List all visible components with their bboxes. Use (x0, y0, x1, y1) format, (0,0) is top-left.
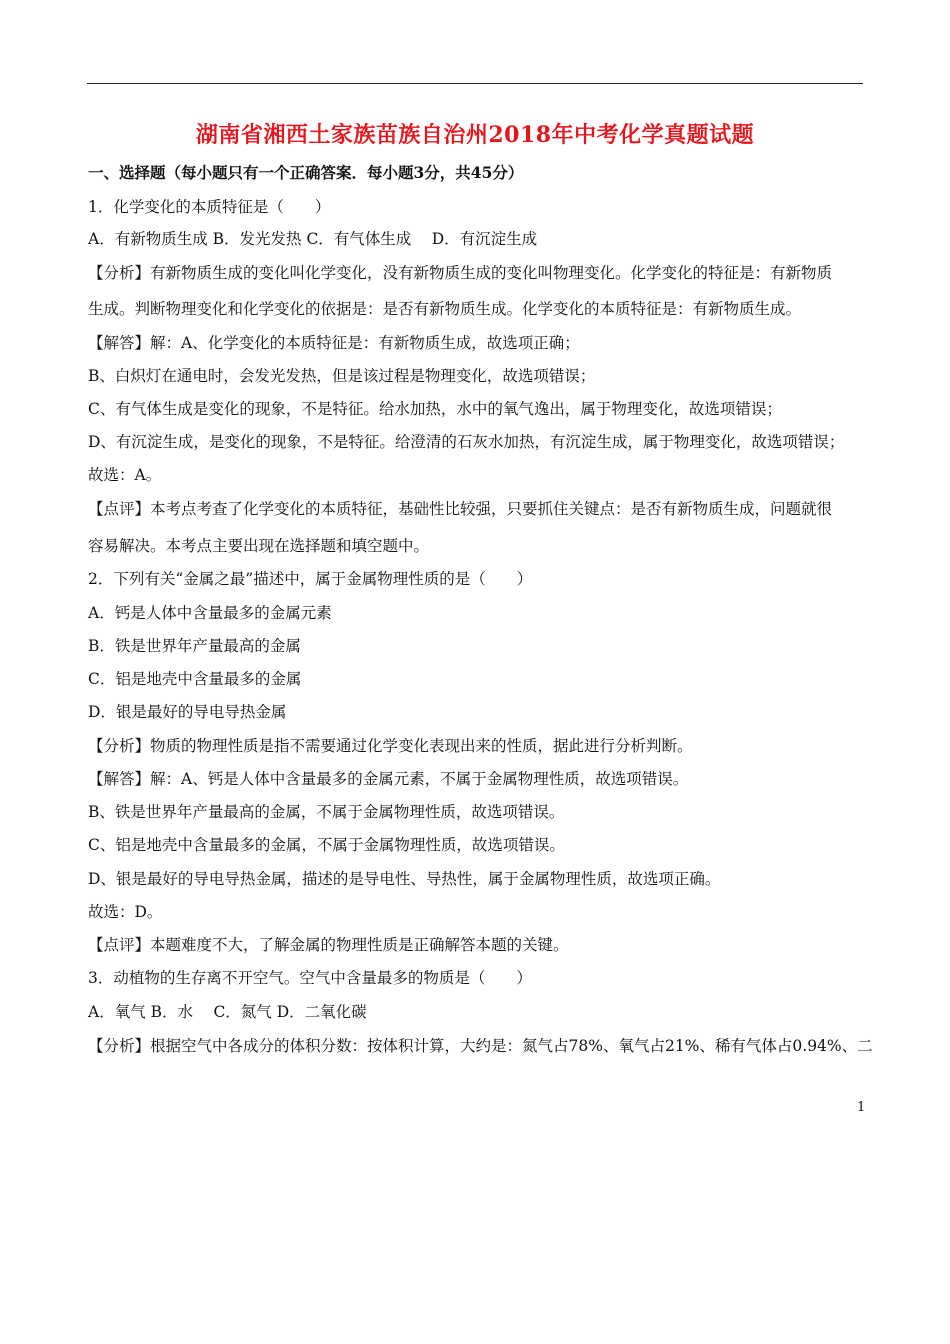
q1-choice: 故选：A。 (88, 466, 162, 484)
q1-comment: 【点评】本考点考查了化学变化的本质特征，基础性比较强，只要抓住关键点：是否有新物质生成，问题就很 (88, 500, 833, 518)
q1-analysis-cont: 生成。判断物理变化和化学变化的依据是：是否有新物质生成。化学变化的本质特征是：有新物质生成。 (88, 300, 802, 318)
q1-answer-b: B、白炽灯在通电时，会发光发热，但是该过程是物理变化，故选项错误； (88, 367, 596, 385)
q2-choice: 故选：D。 (88, 903, 163, 921)
q1-answer-d: D、有沉淀生成，是变化的现象，不是特征。给澄清的石灰水加热，有沉淀生成，属于物理变化，故选项错误； (88, 433, 845, 451)
q1-stem: 1．化学变化的本质特征是（ ） (88, 198, 331, 216)
q2-option-d: D．银是最好的导电导热金属 (88, 703, 287, 721)
q2-option-c: C．铝是地壳中含量最多的金属 (88, 670, 302, 688)
q2-option-b: B．铁是世界年产量最高的金属 (88, 637, 301, 655)
q2-answer-b: B、铁是世界年产量最高的金属，不属于金属物理性质，故选项错误。 (88, 803, 565, 821)
q1-comment-cont: 容易解决。本考点主要出现在选择题和填空题中。 (88, 537, 430, 555)
q3-stem: 3．动植物的生存离不开空气。空气中含量最多的物质是（ ） (88, 969, 532, 987)
q1-answer-c: C、有气体生成是变化的现象，不是特征。给水加热，水中的氧气逸出，属于物理变化，故选项错误； (88, 400, 782, 418)
q1-options: A．有新物质生成 B．发光发热 C．有气体生成 D．有沉淀生成 (88, 230, 538, 248)
q2-comment: 【点评】本题难度不大，了解金属的物理性质是正确解答本题的关键。 (88, 936, 569, 954)
q2-stem: 2．下列有关“金属之最”描述中，属于金属物理性质的是（ ） (88, 570, 533, 588)
q2-answer-d: D、银是最好的导电导热金属，描述的是导电性、导热性，属于金属物理性质，故选项正确。 (88, 870, 721, 888)
q2-analysis: 【分析】物质的物理性质是指不需要通过化学变化表现出来的性质，据此进行分析判断。 (88, 737, 693, 755)
q2-answer-c: C、铝是地壳中含量最多的金属，不属于金属物理性质，故选项错误。 (88, 836, 565, 854)
page-number: 1 (857, 1100, 866, 1115)
section-heading: 一、选择题（每小题只有一个正确答案．每小题3分，共45分） (88, 163, 524, 182)
q2-answer: 【解答】解：A、钙是人体中含量最多的金属元素，不属于金属物理性质，故选项错误。 (88, 770, 689, 788)
q3-analysis: 【分析】根据空气中各成分的体积分数：按体积计算，大约是：氮气占78%、氧气占21%、稀有气体占0.94%、二 (88, 1037, 873, 1055)
q1-answer: 【解答】解：A、化学变化的本质特征是：有新物质生成，故选项正确； (88, 334, 580, 352)
top-rule (87, 83, 863, 84)
q3-options: A．氧气 B．水 C．氮气 D．二氧化碳 (88, 1003, 367, 1021)
q2-option-a: A．钙是人体中含量最多的金属元素 (88, 604, 332, 622)
q1-analysis: 【分析】有新物质生成的变化叫化学变化，没有新物质生成的变化叫物理变化。化学变化的特征是：有新物质 (88, 264, 833, 282)
document-title: 湖南省湘西土家族苗族自治州2018年中考化学真题试题 (195, 122, 755, 148)
